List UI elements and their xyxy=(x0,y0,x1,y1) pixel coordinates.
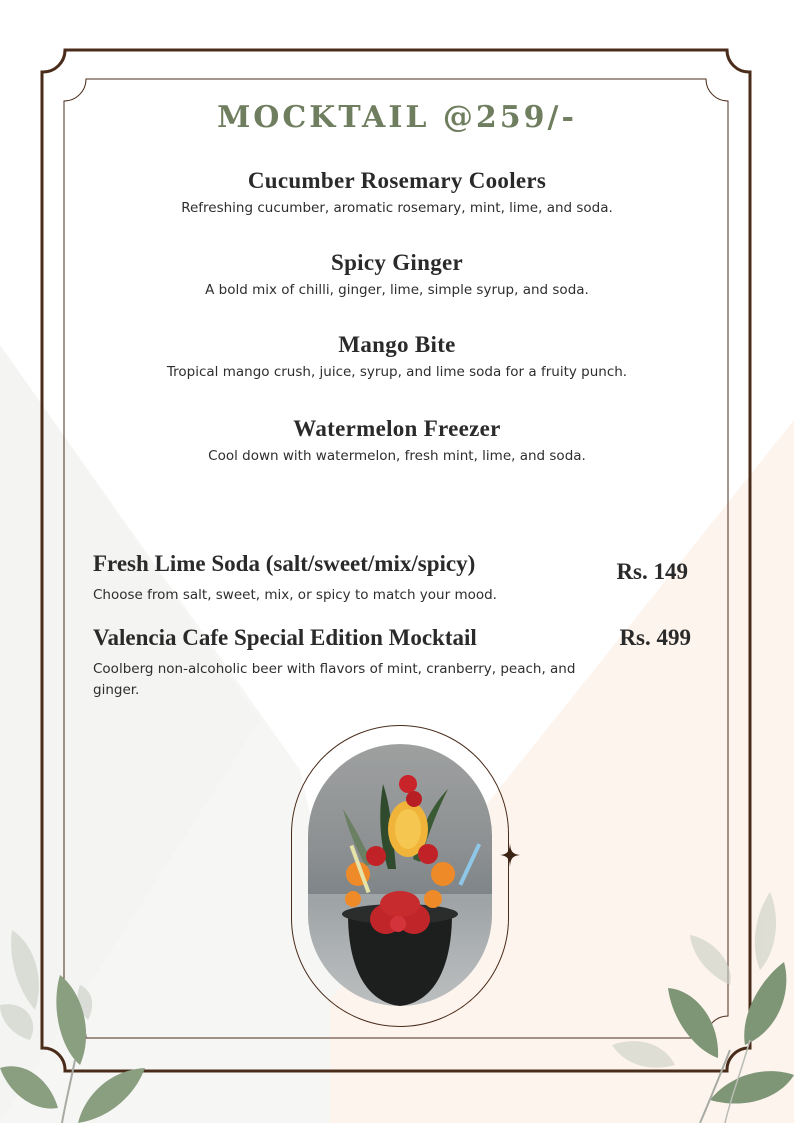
item-name: Mango Bite xyxy=(338,332,456,357)
priced-menu-item xyxy=(93,625,713,701)
item-name: Spicy Ginger xyxy=(330,250,464,275)
leaf-icon xyxy=(612,1041,675,1068)
leaf-icon xyxy=(710,1071,794,1103)
leaf-decoration-left xyxy=(0,920,170,1123)
leaf-icon xyxy=(78,1068,145,1123)
leaf-icon xyxy=(744,962,786,1045)
leaf-icon xyxy=(690,935,731,985)
menu-item xyxy=(0,168,794,216)
item-description: Coolberg non-alcoholic beer with flavors of mint, cranberry, peach, and ginger. xyxy=(93,661,576,698)
menu-item xyxy=(0,250,794,298)
item-description: Choose from salt, sweet, mix, or spicy to match your mood. xyxy=(93,587,497,603)
item-name: Cucumber Rosemary Coolers xyxy=(247,168,547,193)
item-name: Fresh Lime Soda (salt/sweet/mix/spicy) xyxy=(93,551,476,576)
menu-title: MOCKTAIL @259/- xyxy=(217,100,577,135)
leaf-decoration-right xyxy=(600,880,794,1123)
item-description: Refreshing cucumber, aromatic rosemary, mint, lime, and soda. xyxy=(181,200,613,216)
menu-item xyxy=(0,332,794,380)
item-description: Cool down with watermelon, fresh mint, lime, and soda. xyxy=(208,448,586,464)
item-price: Rs. 499 xyxy=(619,625,691,650)
leaf-icon xyxy=(755,892,776,970)
item-name: Watermelon Freezer xyxy=(293,416,501,441)
priced-menu-item xyxy=(93,551,713,606)
item-name: Valencia Cafe Special Edition Mocktail xyxy=(93,625,477,650)
item-description: Tropical mango crush, juice, syrup, and lime soda for a fruity punch. xyxy=(166,364,628,380)
menu-item xyxy=(0,416,794,464)
mocktail-photo xyxy=(308,744,492,1006)
leaf-icon xyxy=(668,988,718,1058)
leaf-icon xyxy=(0,1066,58,1108)
item-price: Rs. 149 xyxy=(616,559,688,584)
item-description: A bold mix of chilli, ginger, lime, simple syrup, and soda. xyxy=(205,282,589,298)
sparkle-icon xyxy=(500,843,520,867)
